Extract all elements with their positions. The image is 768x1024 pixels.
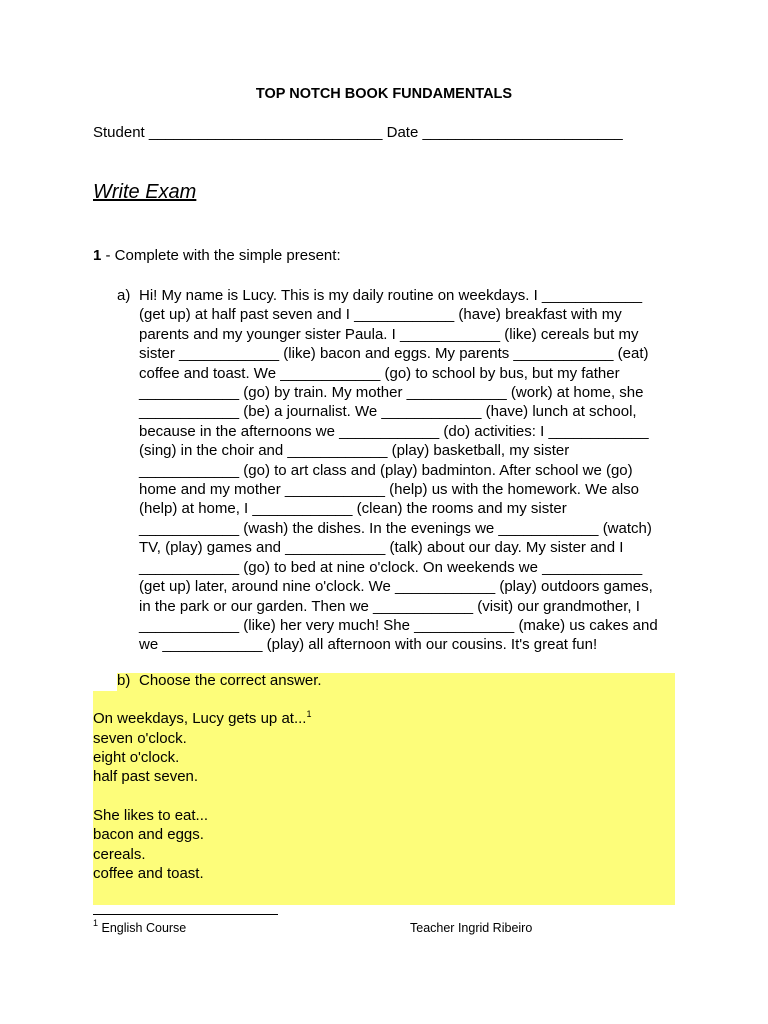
part-b-question-1 [93, 710, 311, 727]
paragraph-line: (get up) at half past seven and I ____________ (have) breakfast with my [139, 306, 622, 324]
question-1-heading [93, 247, 341, 264]
paragraph-line: because in the afternoons we ____________ (do) activities: I ____________ [139, 422, 649, 440]
question-number: 1 [93, 247, 102, 264]
highlight-notch [93, 673, 117, 691]
document-title: TOP NOTCH BOOK FUNDAMENTALS [255, 86, 513, 102]
student-date-line: Student ____________________________ Date ________________________ [93, 124, 623, 141]
paragraph-line: (sing) in the choir and ____________ (play) basketball, my sister [139, 442, 570, 460]
question-instruction: - Complete with the simple present: [101, 247, 341, 264]
paragraph-line: (get up) later, around nine o'clock. We ____________ (play) outdoors games, [139, 578, 653, 596]
footnote-text: English Course [98, 921, 187, 935]
part-b-question-2: She likes to eat... [93, 807, 209, 824]
paragraph-line: ____________ (wash) the dishes. In the evenings we ____________ (watch) [139, 519, 652, 537]
paragraph-line: sister ____________ (like) bacon and eggs. My parents ____________ (eat) [139, 345, 649, 363]
answer-option: eight o'clock. [93, 749, 180, 766]
paragraph-line: home and my mother ____________ (help) us with the homework. We also [139, 481, 640, 499]
footnote-mark: 1 [93, 918, 99, 928]
paragraph-line: in the park or our garden. Then we ____________ (visit) our grandmother, I [139, 597, 640, 615]
answer-option: bacon and eggs. [93, 826, 204, 843]
answer-option: cereals. [93, 846, 146, 863]
answer-option: coffee and toast. [93, 865, 204, 882]
paragraph-line: TV, (play) games and ____________ (talk) about our day. My sister and I [139, 539, 624, 557]
paragraph-line: ____________ (go) to bed at nine o'clock. On weekends we ____________ [139, 558, 643, 576]
footnote [93, 918, 187, 935]
paragraph-line: ____________ (like) her very much! She ____________ (make) us cakes and [139, 616, 658, 634]
part-b-label: b) [117, 672, 131, 689]
answer-option: half past seven. [93, 768, 199, 785]
question-text: On weekdays, Lucy gets up at... [93, 710, 307, 727]
footnote-separator [93, 914, 278, 915]
paragraph-line: Hi! My name is Lucy. This is my daily routine on weekdays. I ____________ [139, 287, 643, 304]
paragraph-line: ____________ (go) to art class and (play) badminton. After school we (go) [139, 461, 633, 479]
paragraph-line: parents and my younger sister Paula. I ____________ (like) cereals but my [139, 325, 639, 343]
teacher-name: Teacher Ingrid Ribeiro [410, 921, 533, 935]
part-a-paragraph [139, 286, 699, 655]
paragraph-line: coffee and toast. We ____________ (go) to school by bus, but my father [139, 364, 620, 382]
paragraph-line: ____________ (be) a journalist. We ____________ (have) lunch at school, [139, 403, 637, 421]
paragraph-line: ____________ (go) by train. My mother ____________ (work) at home, she [139, 384, 644, 402]
answer-option: seven o'clock. [93, 730, 187, 747]
paragraph-line: we ____________ (play) all afternoon with our cousins. It's great fun! [139, 636, 598, 654]
paragraph-line: (help) at home, I ____________ (clean) the rooms and my sister [139, 500, 567, 518]
footnote-ref: 1 [306, 709, 312, 719]
part-b-instruction: Choose the correct answer. [139, 672, 322, 689]
exam-title: Write Exam [93, 181, 197, 203]
part-a-label: a) [117, 287, 131, 304]
